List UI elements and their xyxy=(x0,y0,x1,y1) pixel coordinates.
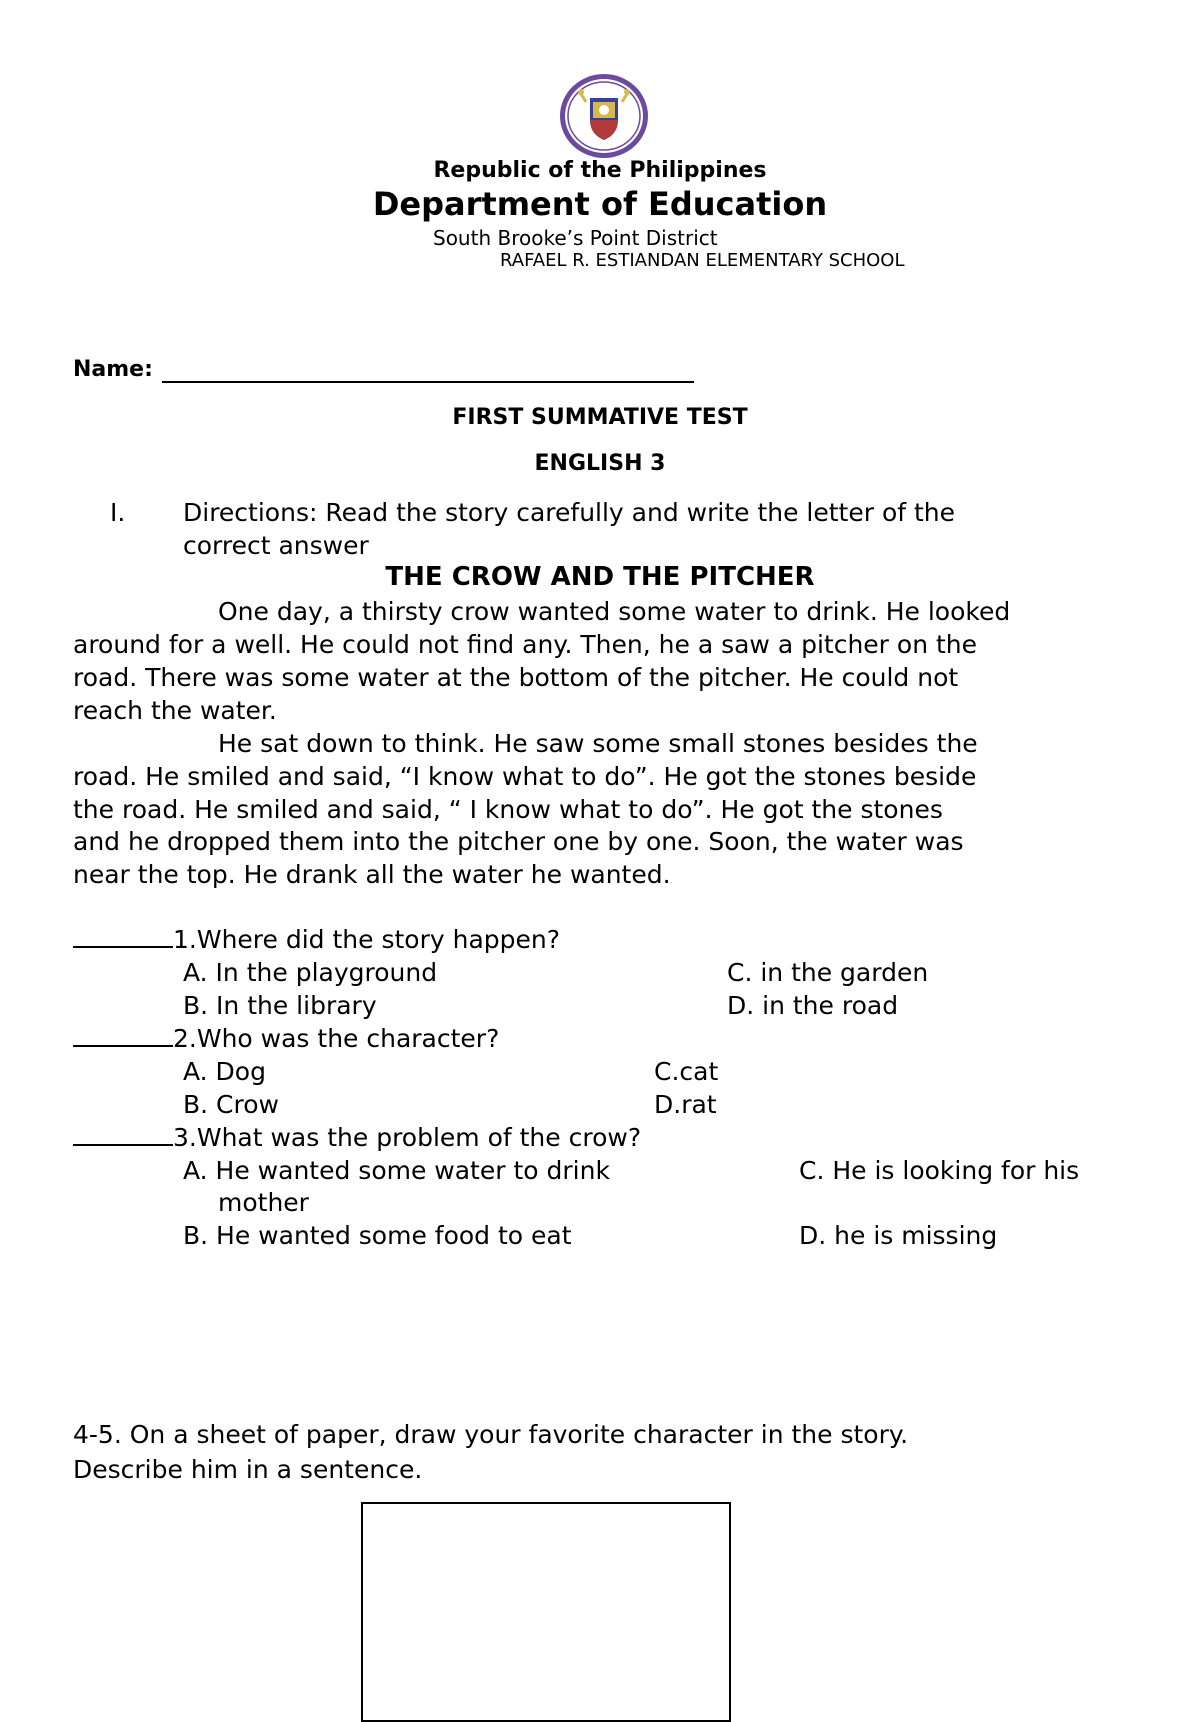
choice-d: D.rat xyxy=(654,1090,717,1119)
choice-c: C. He is looking for his xyxy=(799,1156,1080,1185)
answer-blank[interactable] xyxy=(73,1025,173,1047)
question-text: 3.What was the problem of the crow? xyxy=(173,1123,642,1152)
district-name: South Brooke’s Point District xyxy=(433,226,718,250)
choice-d: D. he is missing xyxy=(799,1221,998,1250)
story-line: reach the water. xyxy=(73,696,277,725)
school-name: RAFAEL R. ESTIANDAN ELEMENTARY SCHOOL xyxy=(500,250,905,271)
choice-a: A. In the playground xyxy=(183,958,438,987)
story-line: road. There was some water at the bottom of the pitcher. He could not xyxy=(73,663,959,692)
story-line: the road. He smiled and said, “ I know what to do”. He got the stones xyxy=(73,795,943,824)
story-line: He sat down to think. He saw some small stones besides the xyxy=(218,729,978,758)
directions-number: I. xyxy=(110,498,126,527)
story-line: around for a well. He could not find any. Then, he a saw a pitcher on the xyxy=(73,630,978,659)
choice-b: B. Crow xyxy=(183,1090,279,1119)
question-2 xyxy=(73,1024,499,1053)
question-text: 1.Where did the story happen? xyxy=(173,925,560,954)
name-blank-line[interactable] xyxy=(162,381,694,383)
choice-b: B. In the library xyxy=(183,991,377,1020)
drawing-box[interactable] xyxy=(361,1502,731,1722)
drawing-task-line-1: 4-5. On a sheet of paper, draw your favorite character in the story. xyxy=(73,1420,909,1449)
directions-line-1: Directions: Read the story carefully and write the letter of the xyxy=(183,498,956,527)
department-heading: Department of Education xyxy=(372,185,828,223)
directions-line-2: correct answer xyxy=(183,531,369,560)
question-text: 2.Who was the character? xyxy=(173,1024,500,1053)
name-label: Name: xyxy=(73,357,153,382)
answer-blank[interactable] xyxy=(73,926,173,948)
choice-b: B. He wanted some food to eat xyxy=(183,1221,572,1250)
choice-a: A. He wanted some water to drink xyxy=(183,1156,610,1185)
deped-seal-logo xyxy=(557,72,651,160)
test-title: FIRST SUMMATIVE TEST xyxy=(452,405,748,430)
choice-a-continuation: mother xyxy=(218,1188,309,1217)
republic-heading: Republic of the Philippines xyxy=(433,158,767,183)
story-line: road. He smiled and said, “I know what to do”. He got the stones beside xyxy=(73,762,977,791)
story-line: near the top. He drank all the water he wanted. xyxy=(73,860,671,889)
choice-d: D. in the road xyxy=(727,991,899,1020)
choice-c: C. in the garden xyxy=(727,958,929,987)
story-title: THE CROW AND THE PITCHER xyxy=(385,562,815,592)
question-1 xyxy=(73,925,560,954)
answer-blank[interactable] xyxy=(73,1124,173,1146)
question-3 xyxy=(73,1123,641,1152)
story-line: and he dropped them into the pitcher one by one. Soon, the water was xyxy=(73,827,964,856)
subject-title: ENGLISH 3 xyxy=(534,451,666,476)
drawing-task-line-2: Describe him in a sentence. xyxy=(73,1455,423,1484)
choice-a: A. Dog xyxy=(183,1057,266,1086)
choice-c: C.cat xyxy=(654,1057,719,1086)
story-line: One day, a thirsty crow wanted some water to drink. He looked xyxy=(218,597,1011,626)
